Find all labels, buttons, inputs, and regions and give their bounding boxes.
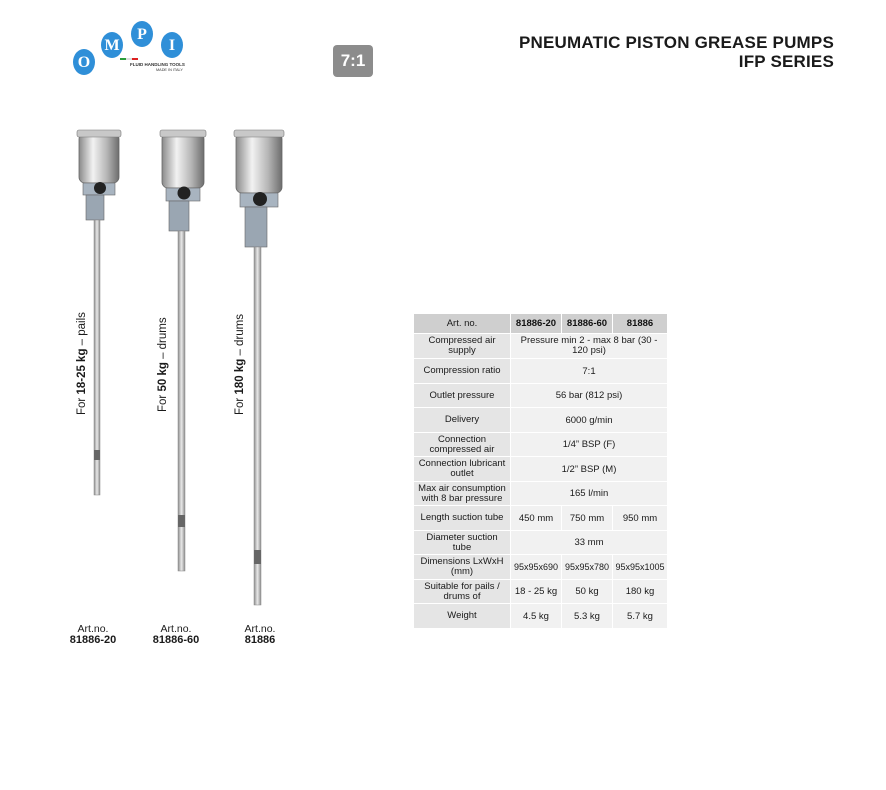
pump-art-label-81886 [215,624,305,646]
table-row [414,433,667,457]
art-number: 81886-20 [69,634,117,646]
row-label: Compressed air supply [414,334,511,359]
row-label: Suitable for pails / drums of [414,580,511,604]
row-label: Compression ratio [414,359,511,384]
row-value: 750 mm [562,506,613,531]
pump-capacity-label-81886-20: For 18-25 kg – pails [76,312,88,415]
svg-text:FLUID HANDLING TOOLS: FLUID HANDLING TOOLS [130,62,185,67]
art-prefix: Art.no. [244,623,276,635]
row-label: Max air consumption with 8 bar pressure [414,482,511,506]
row-value: 1/2” BSP (M) [511,457,668,482]
row-value: 18 - 25 kg [511,580,562,604]
title-line-1: PNEUMATIC PISTON GREASE PUMPS [519,33,834,52]
svg-text:M: M [104,37,120,54]
row-value: 56 bar (812 psi) [511,384,668,408]
table-row [414,457,667,482]
row-value: 33 mm [511,531,668,555]
row-label: Connection lubricant outlet [414,457,511,482]
table-row [414,408,667,433]
header-col-81886-60: 81886-60 [562,314,613,334]
table-row [414,359,667,384]
row-value: 450 mm [511,506,562,531]
table-row [414,506,667,531]
table-row [414,604,667,629]
table-row [414,580,667,604]
table-row [414,555,667,580]
row-label: Length suction tube [414,506,511,531]
row-value: 7:1 [511,359,668,384]
pump-image-81886-20 [63,125,133,505]
row-value: 50 kg [562,580,613,604]
svg-text:P: P [137,26,147,43]
table-row [414,482,667,506]
header-col-81886-20: 81886-20 [511,314,562,334]
pump-capacity-label-81886: For 180 kg – drums [234,313,246,415]
pump-art-label-81886-20 [48,624,138,646]
svg-text:I: I [168,37,176,54]
row-value: 180 kg [613,580,668,604]
ompi-logo [70,20,200,80]
row-label: Outlet pressure [414,384,511,408]
row-value: 165 l/min [511,482,668,506]
table-row [414,334,667,359]
table-header-row [414,314,667,334]
pump-art-label-81886-60 [131,624,221,646]
row-value: 95x95x690 [511,555,562,580]
row-label: Weight [414,604,511,629]
row-value: Pressure min 2 - max 8 bar (30 - 120 psi) [511,334,668,359]
row-value: 5.3 kg [562,604,613,629]
row-value: 95x95x780 [562,555,613,580]
spec-table [414,314,667,629]
pump-capacity-label-81886-60: For 50 kg – drums [157,317,169,412]
art-prefix: Art.no. [160,623,192,635]
art-prefix: Art.no. [77,623,109,635]
row-value: 95x95x1005 [613,555,668,580]
ratio-badge: 7:1 [333,45,373,77]
row-label: Connection compressed air [414,433,511,457]
row-value: 950 mm [613,506,668,531]
header-col-81886: 81886 [613,314,668,334]
row-value: 6000 g/min [511,408,668,433]
table-row [414,531,667,555]
header-label: Art. no. [414,314,511,334]
row-value: 1/4” BSP (F) [511,433,668,457]
svg-text:O: O [77,54,91,71]
row-value: 4.5 kg [511,604,562,629]
row-label: Diameter suction tube [414,531,511,555]
art-number: 81886 [244,634,276,646]
row-label: Delivery [414,408,511,433]
page-title [519,33,834,71]
title-line-2: IFP SERIES [738,52,834,71]
row-label: Dimensions LxWxH (mm) [414,555,511,580]
svg-text:MADE IN ITALY: MADE IN ITALY [156,68,183,72]
row-value: 5.7 kg [613,604,668,629]
table-row [414,384,667,408]
art-number: 81886-60 [152,634,200,646]
ompi-logo-graphic [70,20,200,80]
